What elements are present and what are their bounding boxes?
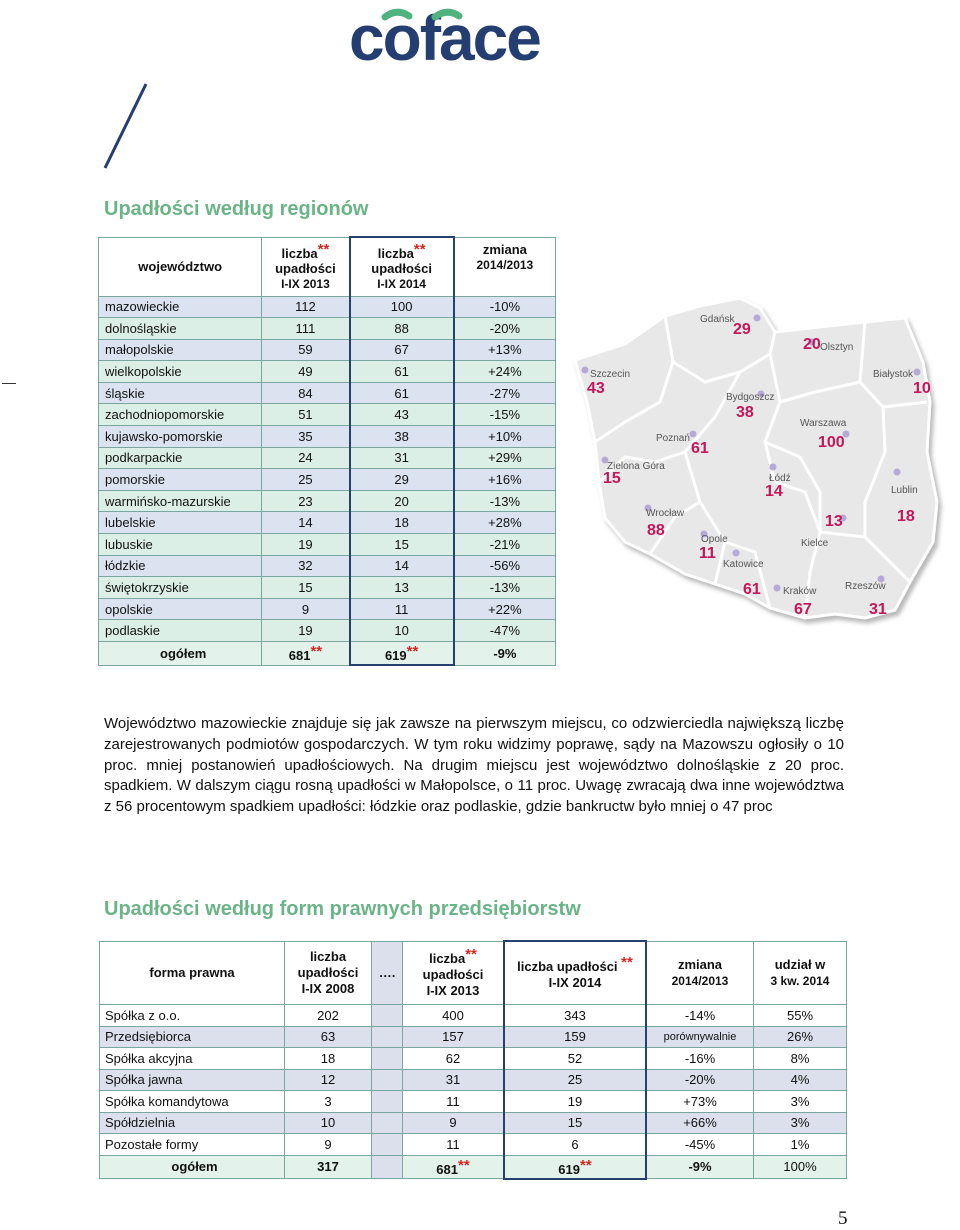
regions-heading: Upadłości według regionów [104, 198, 369, 220]
region-count-2013: 59 [262, 339, 350, 361]
region-change: +10% [454, 426, 556, 448]
region-name: wielkopolskie [99, 361, 262, 383]
region-name: lubelskie [99, 512, 262, 534]
form-gap [372, 1026, 403, 1048]
logo-text: coface [349, 4, 540, 74]
region-count-2013: 51 [262, 404, 350, 426]
city-value: 31 [869, 601, 887, 618]
region-count-2014: 38 [350, 426, 454, 448]
forms-total-gap [372, 1155, 403, 1179]
city-dot [733, 550, 740, 557]
city-name: Kraków [783, 586, 817, 597]
form-row [100, 1005, 847, 1027]
region-row [99, 577, 556, 599]
city-name: Gdańsk [700, 314, 735, 325]
form-2013: 157 [403, 1026, 505, 1048]
header-2013f: liczba** upadłości I-IX 2013 [403, 941, 505, 1005]
forms-total-2013: 681** [403, 1155, 505, 1179]
form-row [100, 1091, 847, 1113]
region-name: opolskie [99, 598, 262, 620]
form-change: -45% [646, 1134, 754, 1156]
form-2014: 159 [504, 1026, 646, 1048]
regions-table [98, 236, 556, 666]
city-value: 15 [603, 470, 621, 487]
region-row [99, 534, 556, 556]
form-share: 3% [754, 1112, 847, 1134]
form-gap [372, 1091, 403, 1113]
form-gap [372, 1048, 403, 1070]
region-row [99, 426, 556, 448]
form-2014: 19 [504, 1091, 646, 1113]
form-2014: 25 [504, 1069, 646, 1091]
region-name: małopolskie [99, 339, 262, 361]
region-count-2014: 14 [350, 555, 454, 577]
region-change: -15% [454, 404, 556, 426]
region-change: -56% [454, 555, 556, 577]
region-row [99, 490, 556, 512]
form-name: Spółka komandytowa [100, 1091, 285, 1113]
header-region: województwo [99, 237, 262, 296]
city-name: Łódź [769, 473, 791, 484]
region-count-2014: 43 [350, 404, 454, 426]
header-changef: zmiana 2014/2013 [646, 941, 754, 1005]
total-change: -9% [454, 642, 556, 666]
form-gap [372, 1005, 403, 1027]
city-value: 61 [743, 581, 761, 598]
form-change: -20% [646, 1069, 754, 1091]
form-2014: 6 [504, 1134, 646, 1156]
form-2013: 9 [403, 1112, 505, 1134]
form-change: -16% [646, 1048, 754, 1070]
region-row [99, 469, 556, 491]
forms-total-row [100, 1155, 847, 1179]
form-row [100, 1048, 847, 1070]
city-dot [774, 585, 781, 592]
region-count-2014: 29 [350, 469, 454, 491]
region-name: warmińsko-mazurskie [99, 490, 262, 512]
region-row [99, 447, 556, 469]
region-row [99, 404, 556, 426]
region-change: -21% [454, 534, 556, 556]
city-value: 43 [587, 380, 605, 397]
total-2014: 619** [350, 642, 454, 666]
form-change: porównywalnie [646, 1026, 754, 1048]
region-row [99, 512, 556, 534]
form-gap [372, 1134, 403, 1156]
region-count-2013: 25 [262, 469, 350, 491]
form-row [100, 1112, 847, 1134]
city-value: 61 [691, 440, 709, 457]
region-count-2014: 20 [350, 490, 454, 512]
city-name: Wrocław [646, 508, 685, 519]
header-2013: liczba** upadłości I-IX 2013 [262, 237, 350, 296]
form-2013: 400 [403, 1005, 505, 1027]
region-count-2014: 61 [350, 382, 454, 404]
header-change: zmiana 2014/2013 [454, 237, 556, 296]
region-name: mazowieckie [99, 296, 262, 318]
region-row [99, 382, 556, 404]
region-name: dolnośląskie [99, 318, 262, 340]
region-count-2013: 32 [262, 555, 350, 577]
form-share: 8% [754, 1048, 847, 1070]
form-change: +73% [646, 1091, 754, 1113]
region-change: +24% [454, 361, 556, 383]
region-count-2014: 13 [350, 577, 454, 599]
region-change: -27% [454, 382, 556, 404]
region-count-2013: 84 [262, 382, 350, 404]
header-2014: liczba** upadłości I-IX 2014 [350, 237, 454, 296]
form-share: 3% [754, 1091, 847, 1113]
forms-total-label: ogółem [100, 1155, 285, 1179]
region-count-2014: 31 [350, 447, 454, 469]
region-row [99, 598, 556, 620]
region-change: +22% [454, 598, 556, 620]
region-count-2014: 15 [350, 534, 454, 556]
region-change: -13% [454, 490, 556, 512]
region-count-2014: 61 [350, 361, 454, 383]
city-dot [690, 431, 697, 438]
region-name: kujawsko-pomorskie [99, 426, 262, 448]
region-change: -47% [454, 620, 556, 642]
city-dot [770, 464, 777, 471]
forms-total-change: -9% [646, 1155, 754, 1179]
form-name: Spółdzielnia [100, 1112, 285, 1134]
form-2008: 12 [285, 1069, 372, 1091]
city-name: Poznań [656, 433, 690, 444]
form-share: 1% [754, 1134, 847, 1156]
city-dot [754, 315, 761, 322]
region-row [99, 296, 556, 318]
form-2008: 202 [285, 1005, 372, 1027]
form-2013: 62 [403, 1048, 505, 1070]
form-gap [372, 1112, 403, 1134]
form-gap [372, 1069, 403, 1091]
regions-header-row [99, 237, 556, 296]
page-number: 5 [838, 1208, 848, 1229]
form-2013: 11 [403, 1134, 505, 1156]
region-row [99, 555, 556, 577]
total-2013: 681** [262, 642, 350, 666]
region-row [99, 620, 556, 642]
region-change: -20% [454, 318, 556, 340]
city-name: Warszawa [800, 418, 847, 429]
city-value: 14 [765, 483, 783, 500]
form-row [100, 1026, 847, 1048]
form-row [100, 1069, 847, 1091]
region-name: lubuskie [99, 534, 262, 556]
region-count-2013: 23 [262, 490, 350, 512]
form-2008: 18 [285, 1048, 372, 1070]
forms-total-2008: 317 [285, 1155, 372, 1179]
total-label: ogółem [99, 642, 262, 666]
city-name: Kielce [801, 538, 829, 549]
region-count-2014: 18 [350, 512, 454, 534]
form-name: Spółka z o.o. [100, 1005, 285, 1027]
region-count-2014: 10 [350, 620, 454, 642]
city-dot [914, 369, 921, 376]
city-name: Zielona Góra [607, 461, 665, 472]
city-value: 88 [647, 522, 665, 539]
poland-map [565, 292, 950, 642]
region-change: +13% [454, 339, 556, 361]
form-name: Spółka jawna [100, 1069, 285, 1091]
form-2008: 10 [285, 1112, 372, 1134]
city-dot [582, 367, 589, 374]
city-name: Rzeszów [845, 581, 886, 592]
region-name: łódzkie [99, 555, 262, 577]
city-value: 67 [794, 601, 812, 618]
city-name: Katowice [723, 559, 764, 570]
region-name: pomorskie [99, 469, 262, 491]
city-value: 10 [913, 380, 931, 397]
header-form: forma prawna [100, 941, 285, 1005]
region-row [99, 318, 556, 340]
region-name: śląskie [99, 382, 262, 404]
city-value: 13 [825, 513, 843, 530]
forms-heading: Upadłości według form prawnych przedsiębiorstw [104, 898, 581, 920]
city-name: Opole [701, 534, 728, 545]
regions-paragraph: Województwo mazowieckie znajduje się jak zawsze na pierwszym miejscu, co odzwierciedla największą liczbę zarejestrowanych podmiotów gospodarczych. W tym roku widzimy poprawę, sądy na Mazowszu ogłosiły o 10 proc. mniej postanowień upadłościowych. Na drugim miejscu jest województwo dolnośląskie z 20 proc. spadkiem. W dalszym ciągu rosną upadłości w Małopolsce, o 11 proc. Uwagę zwracają dwa inne województwa z 56 procentowym spadkiem upadłości: łódzkie oraz podlaskie, gdzie bankructw było mniej o 47 proc [104, 715, 844, 816]
margin-dash [2, 383, 16, 384]
header-2014f: liczba upadłości ** I-IX 2014 [504, 941, 646, 1005]
forms-table [99, 940, 847, 1180]
region-count-2014: 100 [350, 296, 454, 318]
region-count-2013: 9 [262, 598, 350, 620]
forms-total-share: 100% [754, 1155, 847, 1179]
city-value: 29 [733, 321, 751, 338]
region-count-2013: 15 [262, 577, 350, 599]
header-share: udział w 3 kw. 2014 [754, 941, 847, 1005]
region-change: +16% [454, 469, 556, 491]
city-name: Olsztyn [820, 342, 854, 353]
forms-total-2014: 619** [504, 1155, 646, 1179]
city-name: Lublin [891, 485, 918, 496]
forms-header-row [100, 941, 847, 1005]
city-value: 18 [897, 508, 915, 525]
region-name: zachodniopomorskie [99, 404, 262, 426]
region-name: podlaskie [99, 620, 262, 642]
form-share: 55% [754, 1005, 847, 1027]
form-2014: 52 [504, 1048, 646, 1070]
header-gap: …. [372, 941, 403, 1005]
city-value: 20 [803, 336, 821, 353]
region-change: -10% [454, 296, 556, 318]
form-2013: 31 [403, 1069, 505, 1091]
header-2008: liczba upadłości I-IX 2008 [285, 941, 372, 1005]
form-name: Pozostałe formy [100, 1134, 285, 1156]
region-row [99, 339, 556, 361]
form-name: Spółka akcyjna [100, 1048, 285, 1070]
region-name: świętokrzyskie [99, 577, 262, 599]
region-count-2013: 35 [262, 426, 350, 448]
decorative-slash [100, 80, 150, 172]
region-count-2014: 67 [350, 339, 454, 361]
form-2008: 9 [285, 1134, 372, 1156]
region-count-2013: 111 [262, 318, 350, 340]
city-value: 38 [736, 404, 754, 421]
form-share: 4% [754, 1069, 847, 1091]
form-share: 26% [754, 1026, 847, 1048]
region-count-2013: 49 [262, 361, 350, 383]
form-change: -14% [646, 1005, 754, 1027]
coface-logo [345, 4, 595, 74]
city-name: Białystok [873, 369, 914, 380]
form-change: +66% [646, 1112, 754, 1134]
region-row [99, 361, 556, 383]
region-count-2013: 112 [262, 296, 350, 318]
region-count-2013: 19 [262, 534, 350, 556]
form-2008: 63 [285, 1026, 372, 1048]
region-count-2013: 14 [262, 512, 350, 534]
city-dot [894, 469, 901, 476]
regions-total-row [99, 642, 556, 666]
region-name: podkarpackie [99, 447, 262, 469]
form-2014: 343 [504, 1005, 646, 1027]
region-count-2013: 19 [262, 620, 350, 642]
region-count-2013: 24 [262, 447, 350, 469]
form-2008: 3 [285, 1091, 372, 1113]
form-2014: 15 [504, 1112, 646, 1134]
region-count-2014: 11 [350, 598, 454, 620]
region-change: +28% [454, 512, 556, 534]
city-value: 11 [699, 545, 716, 562]
region-change: -13% [454, 577, 556, 599]
form-2013: 11 [403, 1091, 505, 1113]
region-count-2014: 88 [350, 318, 454, 340]
city-name: Szczecin [590, 369, 631, 380]
form-name: Przedsiębiorca [100, 1026, 285, 1048]
city-value: 100 [818, 434, 845, 451]
city-name: Bydgoszcz [726, 392, 775, 403]
region-change: +29% [454, 447, 556, 469]
form-row [100, 1134, 847, 1156]
